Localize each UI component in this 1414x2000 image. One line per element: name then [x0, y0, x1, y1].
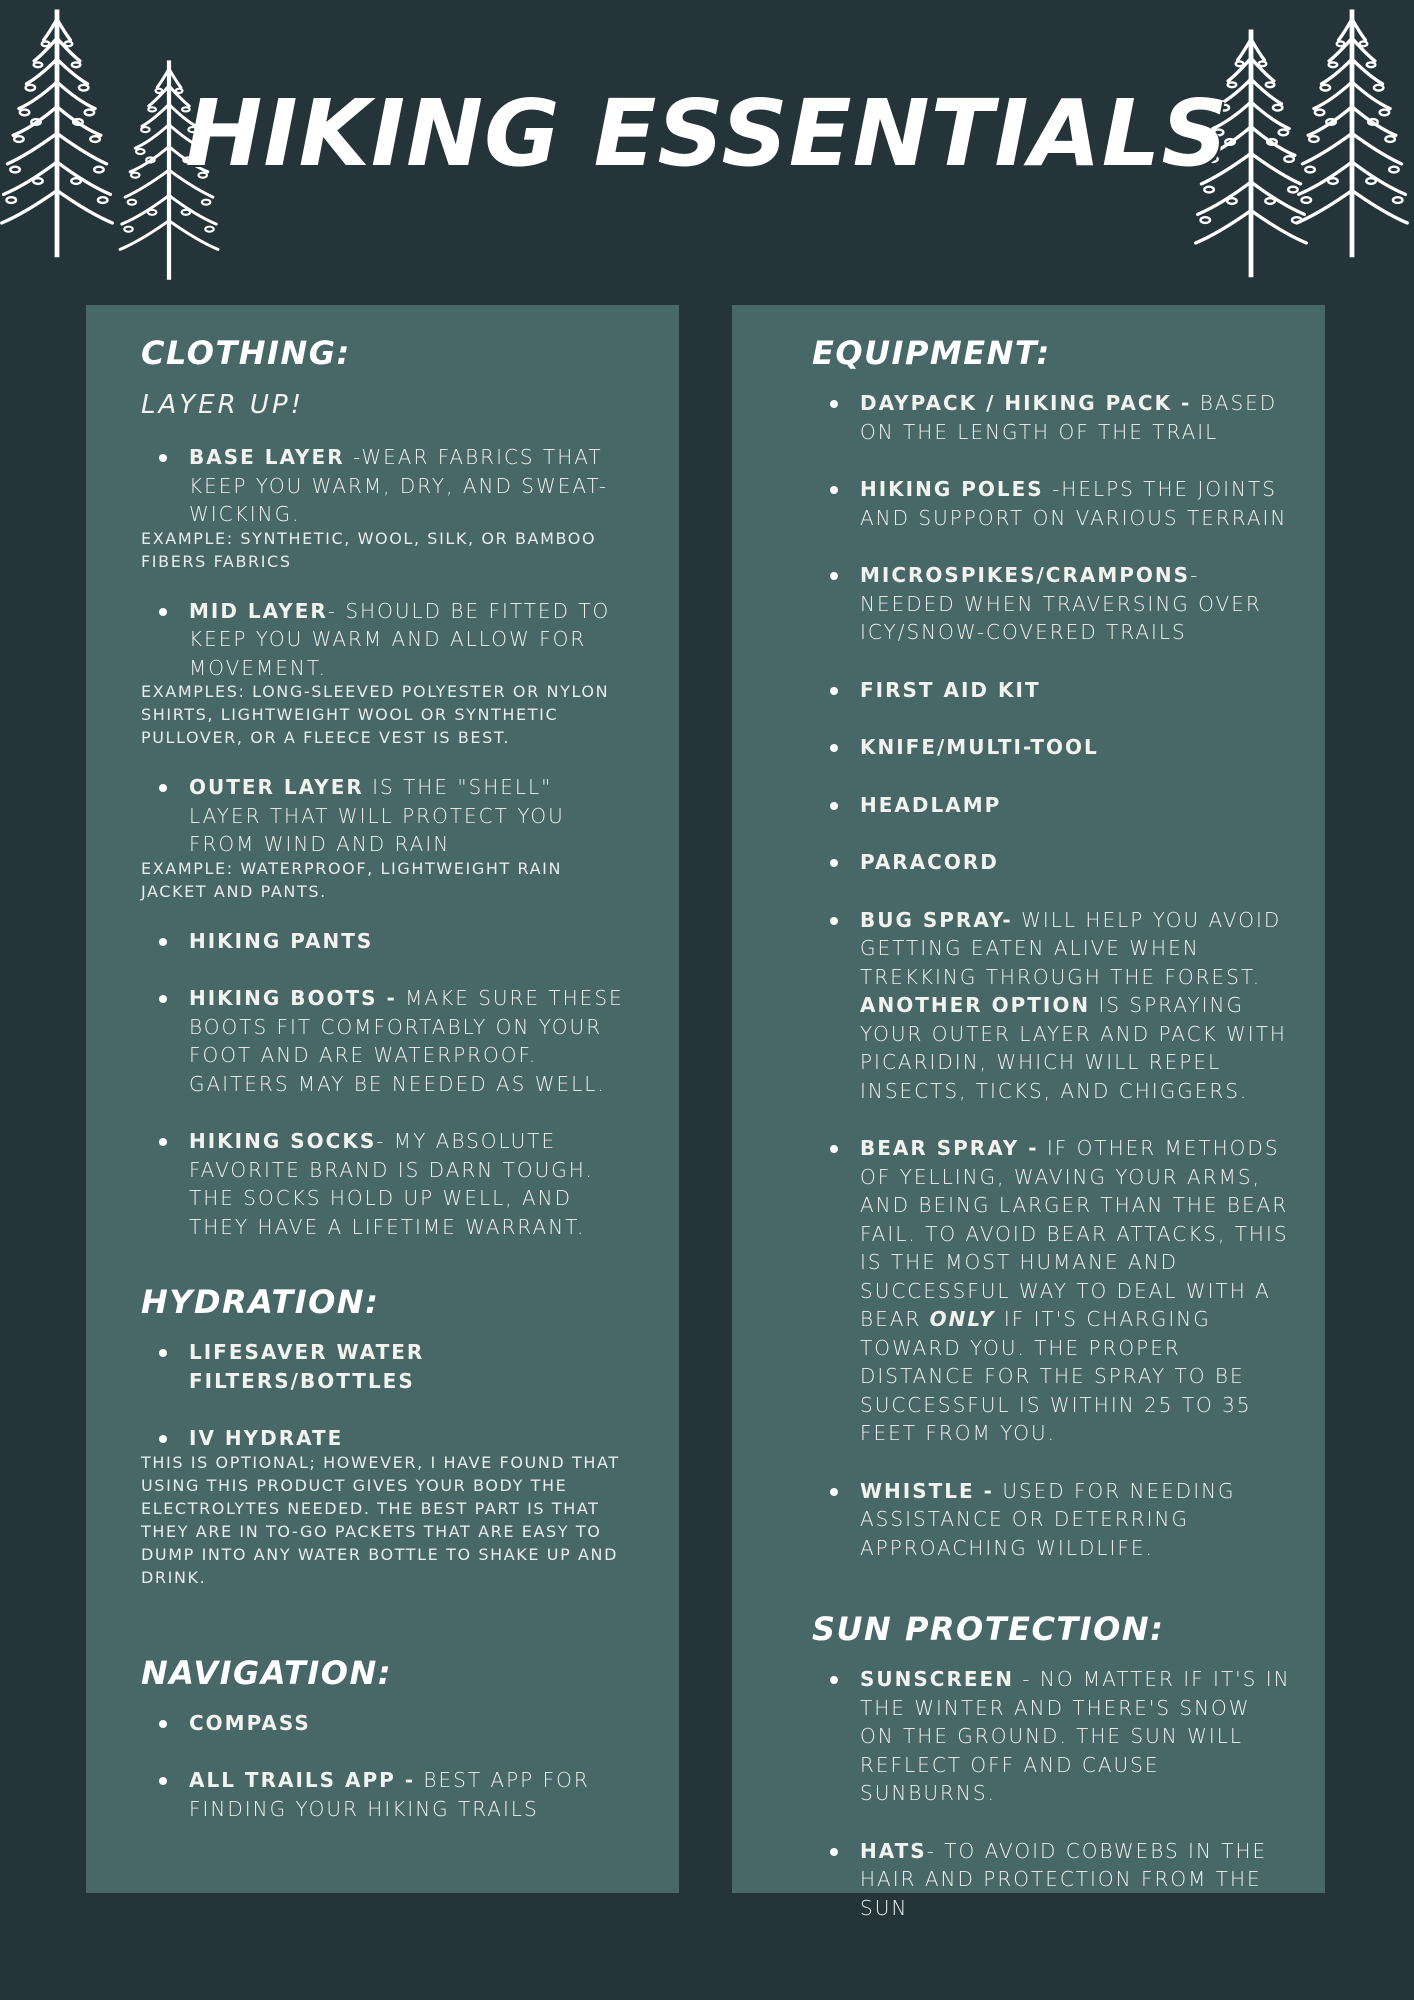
list-item [141, 597, 629, 683]
list-item-bold: ALL TRAILS APP - [189, 1768, 416, 1792]
list-item [141, 984, 629, 1098]
list-item-bold: MICROSPIKES/CRAMPONS [860, 563, 1191, 587]
list-item-bold: HEADLAMP [860, 792, 1002, 817]
list-item-bold: OUTER LAYER [189, 775, 364, 799]
hydration-list [141, 1338, 629, 1589]
list-item-bold: HIKING POLES [860, 477, 1044, 501]
list-item-bold: DAYPACK / HIKING PACK - [860, 391, 1192, 415]
list-item [141, 443, 629, 529]
list-item [812, 906, 1291, 1106]
list-item-bold: MID LAYER [189, 598, 328, 623]
list-item-text: IF OTHER METHODS OF YELLING, WAVING YOUR ARMS, AND BEING LARGER THAN THE BEAR FAIL. TO AVOID BEAR ATTACKS, THIS IS THE MOST HUMANE AND SUCCESSFUL WAY TO DEAL WITH A BEAR [860, 1136, 1289, 1331]
page-title: HIKING ESSENTIALS [185, 80, 1229, 187]
list-item [812, 1665, 1291, 1808]
list-item-text: - SHOULD BE FITTED TO KEEP YOU WARM AND ALLOW FOR MOVEMENT. [189, 598, 611, 680]
list-item-note: THIS IS OPTIONAL; HOWEVER, I HAVE FOUND THAT USING THIS PRODUCT GIVES YOUR BODY THE ELECTROLYTES NEEDED. THE BEST PART IS THAT THEY ARE IN TO-GO PACKETS THAT ARE EASY TO DUMP INTO ANY WATER BOTTLE TO SHAKE UP AND DRINK. [141, 1452, 620, 1587]
list-item-bold: LIFESAVER WATER FILTERS/BOTTLES [189, 1340, 425, 1393]
list-item-bold: WHISTLE - [860, 1478, 994, 1503]
list-item-note: EXAMPLE: WATERPROOF, LIGHTWEIGHT RAIN JACKET AND PANTS. [141, 858, 563, 901]
list-item [141, 773, 629, 859]
list-item-bold: PARACORD [860, 850, 999, 874]
list-item-bold: BASE LAYER [189, 445, 345, 469]
list-item [141, 1338, 629, 1395]
list-item [812, 791, 1291, 820]
equipment-heading: EQUIPMENT: [812, 334, 1051, 372]
list-item-bold: HIKING BOOTS - [189, 986, 397, 1010]
list-item-note: EXAMPLES: LONG-SLEEVED POLYESTER OR NYLON SHIRTS, LIGHTWEIGHT WOOL OR SYNTHETIC PULLOVER, OR A FLEECE VEST IS BEST. [141, 682, 610, 747]
sun-protection-heading: SUN PROTECTION: [812, 1610, 1165, 1648]
list-item [141, 1424, 629, 1453]
list-item-note: EXAMPLE: SYNTHETIC, WOOL, SILK, OR BAMBOO FIBERS FABRICS [141, 528, 597, 571]
list-item-text: BEST APP FOR FINDING YOUR HIKING TRAILS [189, 1768, 590, 1821]
list-item [812, 733, 1291, 762]
list-item-text: -HELPS THE JOINTS AND SUPPORT ON VARIOUS TERRAIN [860, 477, 1288, 530]
list-item-bold: FIRST AID KIT [860, 677, 1041, 702]
list-item-text: - NEEDED WHEN TRAVERSING OVER ICY/SNOW-COVERED TRAILS [860, 563, 1262, 644]
list-item [141, 1127, 629, 1241]
list-item [141, 927, 629, 956]
list-item-bold: KNIFE/MULTI-TOOL [860, 735, 1099, 759]
list-item-bold: HIKING PANTS [189, 928, 374, 953]
list-item [812, 475, 1291, 532]
list-item-bold: COMPASS [189, 1710, 311, 1735]
list-item-bold: IV HYDRATE [189, 1426, 344, 1450]
list-item-text2: IF IT'S CHARGING TOWARD YOU. THE PROPER DISTANCE FOR THE SPRAY TO BE SUCCESSFUL IS WITHIN 25 TO 35 FEET FROM YOU. [860, 1307, 1252, 1445]
list-item-bold: BUG SPRAY- [860, 907, 1013, 932]
list-item-text: - NO MATTER IF IT'S IN THE WINTER AND THERE'S SNOW ON THE GROUND. THE SUN WILL REFLECT OFF AND CAUSE SUNBURNS. [860, 1667, 1291, 1805]
list-item [141, 1709, 629, 1738]
list-item [812, 1837, 1291, 1923]
clothing-list [141, 443, 629, 1241]
list-item-bold: SUNSCREEN [860, 1667, 1014, 1691]
hydration-heading: HYDRATION: [141, 1283, 380, 1321]
list-item-emph: ONLY [929, 1307, 996, 1331]
list-item-bold2: ANOTHER OPTION [860, 993, 1091, 1017]
navigation-list [141, 1709, 629, 1824]
left-panel [86, 305, 679, 1893]
list-item [812, 389, 1291, 446]
list-item-text: IS THE "SHELL" LAYER THAT WILL PROTECT YOU FROM WIND AND RAIN [189, 775, 565, 856]
list-item-text: MAKE SURE THESE BOOTS FIT COMFORTABLY ON YOUR FOOT AND ARE WATERPROOF. GAITERS MAY BE NEEDED AS WELL. [189, 986, 624, 1096]
list-item-bold: BEAR SPRAY - [860, 1136, 1039, 1160]
list-item-bold: HIKING SOCKS [189, 1129, 377, 1153]
list-item-text: - MY ABSOLUTE FAVORITE BRAND IS DARN TOUGH. THE SOCKS HOLD UP WELL, AND THEY HAVE A LIFETIME WARRANT. [189, 1129, 594, 1239]
list-item-text: USED FOR NEEDING ASSISTANCE OR DETERRING APPROACHING WILDLIFE. [860, 1478, 1236, 1560]
list-item-text: BASED ON THE LENGTH OF THE TRAIL [860, 391, 1278, 444]
clothing-heading: CLOTHING: [141, 334, 351, 372]
right-panel [732, 305, 1325, 1920]
list-item-text2: IS SPRAYING YOUR OUTER LAYER AND PACK WITH PICARIDIN, WHICH WILL REPEL INSECTS, TICKS, AND CHIGGERS. [860, 993, 1287, 1103]
list-item [812, 848, 1291, 877]
sun-protection-list [812, 1665, 1291, 1922]
list-item [812, 676, 1291, 705]
list-item-text: - TO AVOID COBWEBS IN THE HAIR AND PROTECTION FROM THE SUN [860, 1838, 1268, 1920]
list-item-bold: HATS [860, 1838, 927, 1863]
list-item [812, 561, 1291, 647]
clothing-subheading: LAYER UP! [141, 390, 305, 420]
list-item [812, 1477, 1291, 1563]
navigation-heading: NAVIGATION: [141, 1653, 393, 1692]
equipment-list [812, 389, 1291, 1562]
list-item-text: -WEAR FABRICS THAT KEEP YOU WARM, DRY, AND SWEAT-WICKING. [189, 445, 609, 526]
list-item-text: WILL HELP YOU AVOID GETTING EATEN ALIVE WHEN TREKKING THROUGH THE FOREST. [860, 907, 1282, 989]
list-item [812, 1134, 1291, 1448]
list-item [141, 1766, 629, 1823]
